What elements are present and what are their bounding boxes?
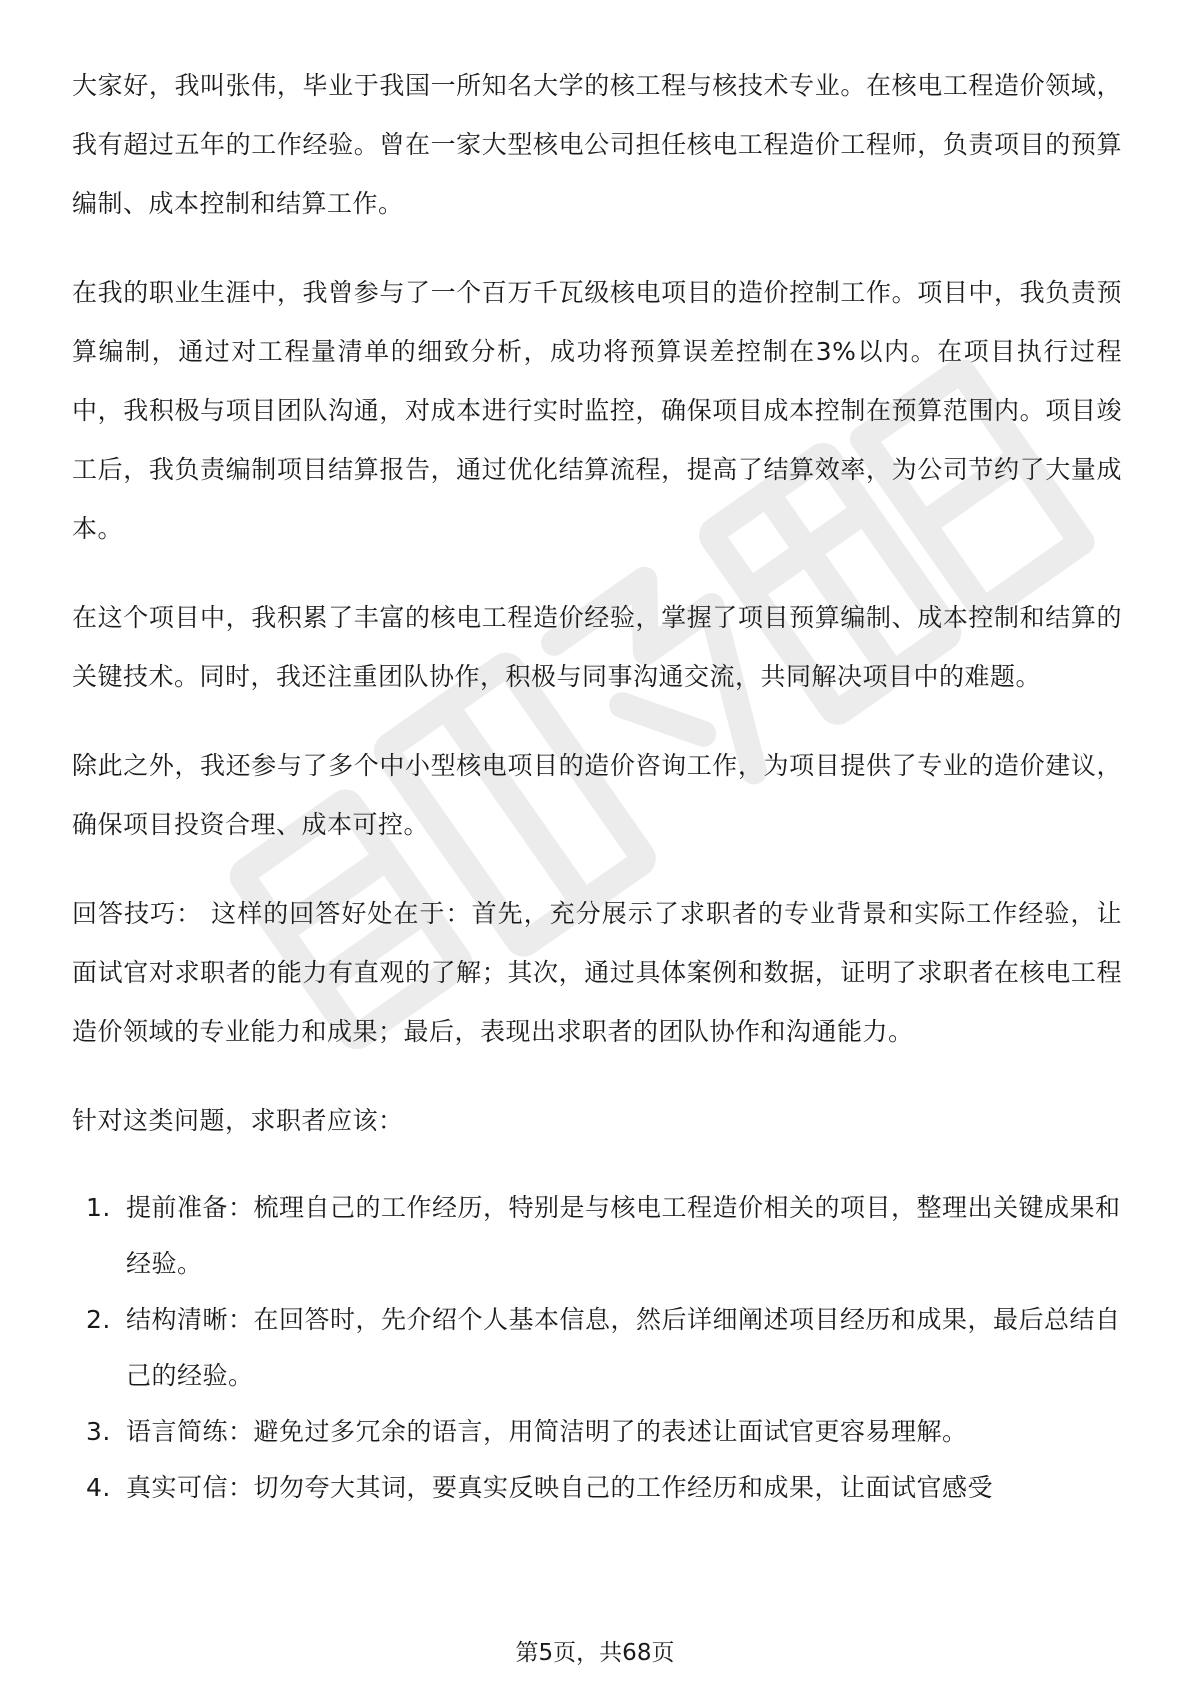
- paragraph-answer-tips: 回答技巧： 这样的回答好处在于：首先，充分展示了求职者的专业背景和实际工作经验，让面试官对求职者的能力有直观的了解；其次，通过具体案例和数据，证明了求职者在核电工程造价领域的专业能力和成果；最后，表现出求职者的团队协作和沟通能力。: [72, 899, 1122, 1046]
- list-item-text: 结构清晰：在回答时，先介绍个人基本信息，然后详细阐述项目经历和成果，最后总结自己的经验。: [126, 1305, 1121, 1390]
- list-item: [72, 1180, 1122, 1292]
- paragraph-intro: 大家好，我叫张伟，毕业于我国一所知名大学的核工程与核技术专业。在核电工程造价领域，我有超过五年的工作经验。曾在一家大型核电公司担任核电工程造价工程师，负责项目的预算编制、成本控制和结算工作。: [72, 71, 1122, 218]
- tips-intro: 针对这类问题，求职者应该：: [72, 1106, 404, 1135]
- paragraph-consulting: 除此之外，我还参与了多个中小型核电项目的造价咨询工作，为项目提供了专业的造价建议，确保项目投资合理、成本可控。: [72, 751, 1122, 839]
- list-item-number: 2.: [86, 1305, 111, 1334]
- paragraph-experience: 在这个项目中，我积累了丰富的核电工程造价经验，掌握了项目预算编制、成本控制和结算的关键技术。同时，我还注重团队协作，积极与同事沟通交流，共同解决项目中的难题。: [72, 603, 1122, 691]
- list-item: [72, 1404, 1122, 1460]
- list-item: [72, 1460, 1122, 1516]
- list-item: [72, 1292, 1122, 1404]
- list-item-text: 提前准备：梳理自己的工作经历，特别是与核电工程造价相关的项目，整理出关键成果和经验。: [126, 1193, 1121, 1278]
- list-item-number: 4.: [86, 1473, 111, 1502]
- list-item-text: 语言简练：避免过多冗余的语言，用简洁明了的表述让面试官更容易理解。: [126, 1417, 968, 1446]
- main-content: [72, 56, 1122, 1516]
- list-item-text: 真实可信：切勿夸大其词，要真实反映自己的工作经历和成果，让面试官感受: [126, 1473, 994, 1502]
- page-number-footer: 第5页，共68页: [515, 1640, 675, 1666]
- list-item-number: 3.: [86, 1417, 111, 1446]
- tips-list: [72, 1180, 1122, 1516]
- paragraph-project: 在我的职业生涯中，我曾参与了一个百万千瓦级核电项目的造价控制工作。项目中，我负责预算编制，通过对工程量清单的细致分析，成功将预算误差控制在3%以内。在项目执行过程中，我积极与项目团队沟通，对成本进行实时监控，确保项目成本控制在预算范围内。项目竣工后，我负责编制项目结算报告，通过优化结算流程，提高了结算效率，为公司节约了大量成本。: [72, 278, 1122, 543]
- list-item-number: 1.: [86, 1193, 111, 1222]
